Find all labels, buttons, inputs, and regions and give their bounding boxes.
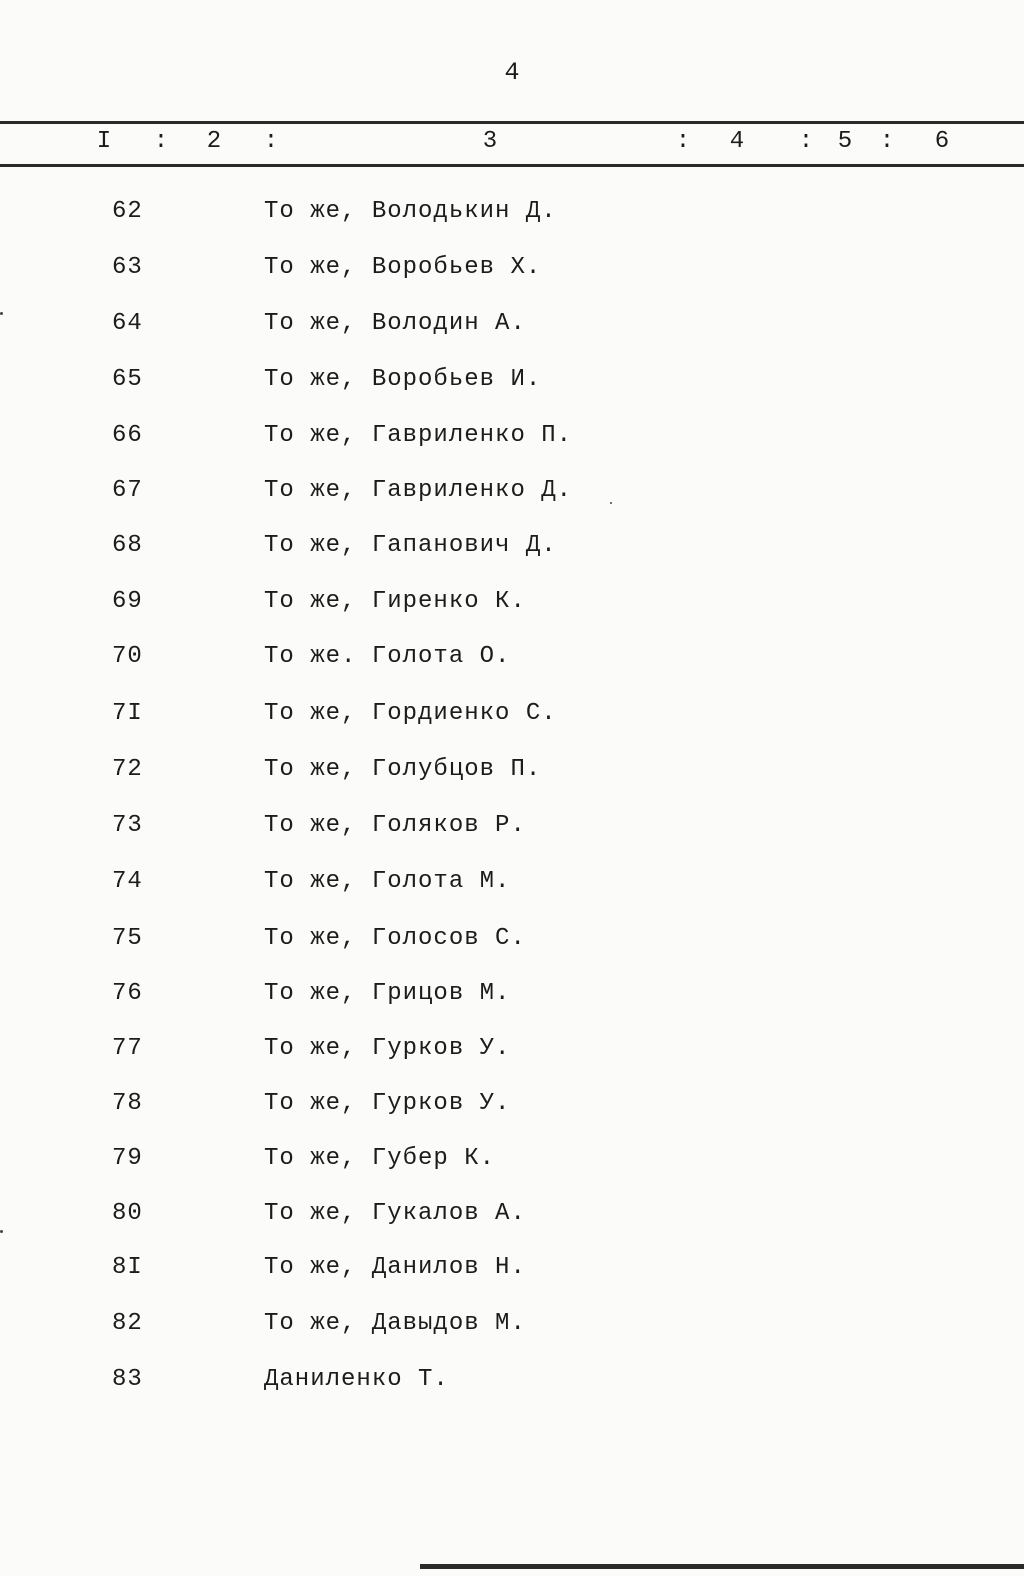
- table-header: [0, 128, 1024, 158]
- row-number: 72: [112, 756, 143, 783]
- row-number: 76: [112, 980, 143, 1007]
- row-number: 73: [112, 812, 143, 839]
- row-entry: То же, Гордиенко С.: [264, 700, 557, 727]
- header-col-4: 4: [729, 128, 745, 155]
- header-separator: :: [798, 128, 814, 155]
- row-number: 79: [112, 1145, 143, 1172]
- row-entry: То же, Голубцов П.: [264, 756, 542, 783]
- row-number: 62: [112, 198, 143, 225]
- scan-speck: [610, 502, 612, 504]
- header-col-1: I: [96, 128, 112, 155]
- row-entry: То же, Гапанович Д.: [264, 532, 557, 559]
- header-col-2: 2: [206, 128, 222, 155]
- table-header-rule: [0, 164, 1024, 167]
- table-row: [0, 1366, 1024, 1406]
- row-number: 67: [112, 477, 143, 504]
- row-number: 83: [112, 1366, 143, 1393]
- row-number: 70: [112, 643, 143, 670]
- row-entry: То же, Голота М.: [264, 868, 511, 895]
- table-row: [0, 700, 1024, 740]
- row-number: 69: [112, 588, 143, 615]
- row-entry: То же, Давыдов М.: [264, 1310, 526, 1337]
- header-col-5: 5: [837, 128, 853, 155]
- table-row: [0, 1090, 1024, 1130]
- table-row: [0, 756, 1024, 796]
- row-number: 7I: [112, 700, 143, 727]
- row-entry: То же, Гавриленко П.: [264, 422, 573, 449]
- table-row: [0, 868, 1024, 908]
- scan-speck: [0, 312, 3, 315]
- scan-speck: [0, 1230, 3, 1233]
- row-number: 82: [112, 1310, 143, 1337]
- table-row: [0, 588, 1024, 628]
- page-number: 4: [504, 58, 520, 87]
- row-number: 78: [112, 1090, 143, 1117]
- row-entry: То же, Володькин Д.: [264, 198, 557, 225]
- page-bottom-rule: [420, 1564, 1024, 1569]
- header-col-3: 3: [482, 128, 498, 155]
- row-entry: То же, Грицов М.: [264, 980, 511, 1007]
- row-entry: Даниленко Т.: [264, 1366, 449, 1393]
- row-entry: То же, Воробьев Х.: [264, 254, 542, 281]
- table-row: [0, 812, 1024, 852]
- row-number: 77: [112, 1035, 143, 1062]
- row-entry: То же, Данилов Н.: [264, 1254, 526, 1281]
- table-row: [0, 643, 1024, 683]
- row-entry: То же, Губер К.: [264, 1145, 496, 1172]
- row-entry: То же, Володин А.: [264, 310, 526, 337]
- table-row: [0, 532, 1024, 572]
- header-separator: :: [153, 128, 169, 155]
- row-number: 68: [112, 532, 143, 559]
- row-entry: То же, Гурков У.: [264, 1035, 511, 1062]
- table-row: [0, 1035, 1024, 1075]
- row-number: 64: [112, 310, 143, 337]
- table-row: [0, 477, 1024, 517]
- table-top-rule: [0, 121, 1024, 124]
- row-number: 8I: [112, 1254, 143, 1281]
- table-row: [0, 1200, 1024, 1240]
- row-number: 65: [112, 366, 143, 393]
- table-row: [0, 1310, 1024, 1350]
- row-number: 80: [112, 1200, 143, 1227]
- row-number: 75: [112, 925, 143, 952]
- row-entry: То же, Гурков У.: [264, 1090, 511, 1117]
- table-row: [0, 1145, 1024, 1185]
- table-row: [0, 925, 1024, 965]
- row-entry: То же, Гиренко К.: [264, 588, 526, 615]
- row-number: 63: [112, 254, 143, 281]
- table-row: [0, 198, 1024, 238]
- table-row: [0, 1254, 1024, 1294]
- table-row: [0, 422, 1024, 462]
- header-separator: :: [263, 128, 279, 155]
- table-row: [0, 980, 1024, 1020]
- row-entry: То же, Воробьев И.: [264, 366, 542, 393]
- row-entry: То же. Голота О.: [264, 643, 511, 670]
- header-separator: :: [879, 128, 895, 155]
- table-row: [0, 366, 1024, 406]
- row-entry: То же, Гукалов А.: [264, 1200, 526, 1227]
- table-row: [0, 254, 1024, 294]
- row-entry: То же, Голяков Р.: [264, 812, 526, 839]
- row-number: 66: [112, 422, 143, 449]
- row-entry: То же, Гавриленко Д.: [264, 477, 573, 504]
- header-col-6: 6: [934, 128, 950, 155]
- row-number: 74: [112, 868, 143, 895]
- row-entry: То же, Голосов С.: [264, 925, 526, 952]
- header-separator: :: [675, 128, 691, 155]
- table-row: [0, 310, 1024, 350]
